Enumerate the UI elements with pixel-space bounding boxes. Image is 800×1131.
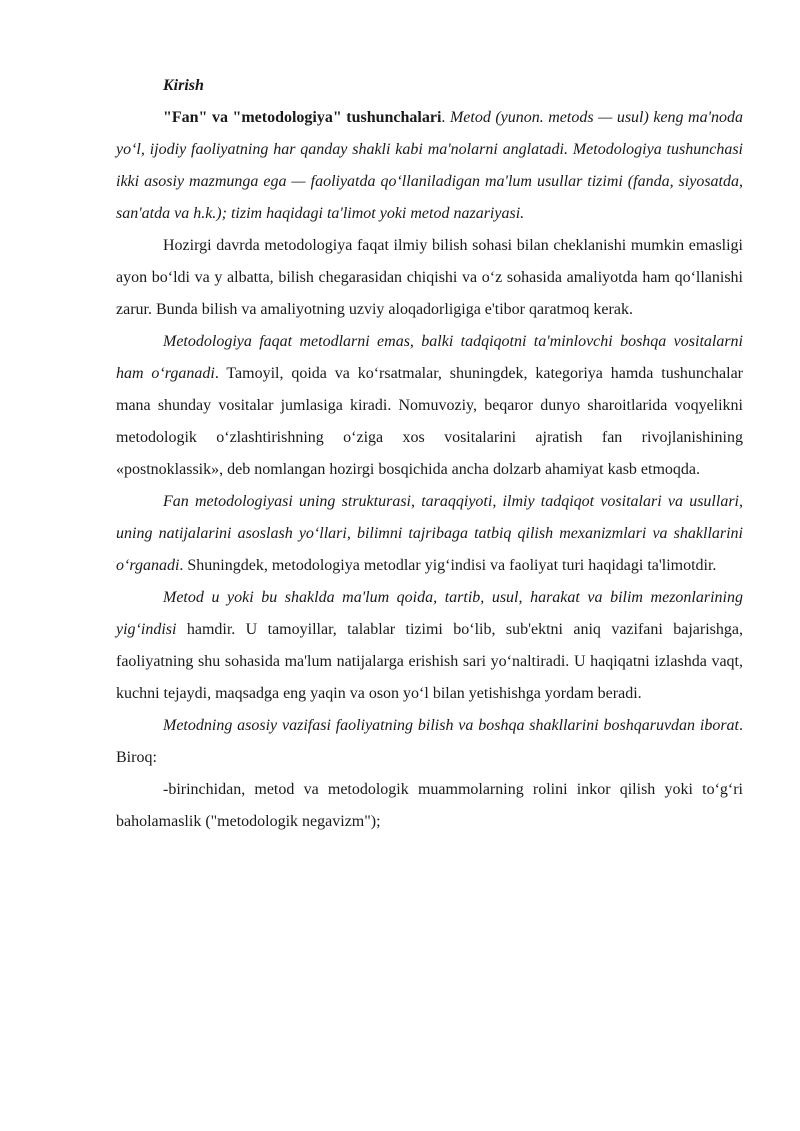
paragraph-italic-text: Metodning asosiy vazifasi faoliyatning bilish va boshqa shakllarini boshqaruvdan iborat	[163, 717, 739, 734]
paragraph-modern-methodology	[116, 230, 743, 326]
paragraph-text: . Biroq:	[116, 717, 743, 766]
paragraph-science-methodology	[116, 486, 743, 582]
paragraph-list-item-first	[116, 774, 743, 838]
paragraph-text: . Tamoyil, qoida va ko‘rsatmalar, shuningdek, kategoriya hamda tushunchalar mana shunday vositalar jumlasiga kiradi. Nomuvoziy, beqaror dunyo sharoitlarida voqyelikni metodologik o‘zlashtirishning o‘ziga xos vositalarini ajratish fan rivojlanishining «postnoklassik», deb nomlangan hozirgi bosqichida ancha dolzarb ahamiyat kasb etmoqda.	[116, 365, 744, 478]
paragraph-method-task	[116, 710, 743, 774]
paragraph-definition	[116, 102, 743, 230]
paragraph-italic-text: Metod u yoki bu shaklda ma'lum qoida, tartib, usul, harakat va bilim mezonlarining yig‘indisi	[116, 589, 743, 638]
document-body	[116, 70, 743, 838]
section-heading: Kirish	[163, 77, 204, 94]
paragraph-separator: .	[441, 109, 450, 126]
paragraph-italic-text: Fan metodologiyasi uning strukturasi, taraqqiyoti, ilmiy tadqiqot vositalari va usullari, uning natijalarini asoslash yo‘llari, bilimni tajribaga tatbiq qilish mexanizmlari va shakllarini o‘rganadi	[116, 493, 743, 574]
paragraph-end-mark: .	[520, 205, 525, 222]
paragraph-methodology-tools	[116, 326, 743, 486]
paragraph-text: -birinchidan, metod va metodologik muammolarning rolini inkor qilish yoki to‘g‘ri baholamaslik ("metodologik negavizm");	[116, 781, 743, 830]
paragraph-italic-text: Metod (yunon. metods — usul) keng ma'noda yo‘l, ijodiy faoliyatning har qanday shakli kabi ma'nolarni anglatadi. Metodologiya tushunchasi ikki asosiy mazmunga ega — faoliyatda qo‘llaniladigan ma'lum usullar tizimi (fanda, siyosatda, san'atda va h.k.); tizim haqidagi ta'limot yoki metod nazariyasi	[116, 109, 744, 222]
paragraph-method-definition	[116, 582, 743, 710]
paragraph-text: Hozirgi davrda metodologiya faqat ilmiy bilish sohasi bilan cheklanishi mumkin emasligi ayon bo‘ldi va y albatta, bilish chegarasidan chiqishi va o‘z sohasida amaliyotda ham qo‘llanishi zarur. Bunda bilish va amaliyotning uzviy aloqadorligiga e'tibor qaratmoq kerak.	[116, 237, 743, 318]
paragraph-bold-lead: "Fan" va "metodologiya" tushunchalari	[163, 109, 442, 126]
paragraph-text: . Shuningdek, metodologiya metodlar yig‘indisi va faoliyat turi haqidagi ta'limotdir.	[179, 557, 717, 574]
paragraph-italic-text: Metodologiya faqat metodlarni emas, balki tadqiqotni ta'minlovchi boshqa vositalarni ham o‘rganadi	[116, 333, 743, 382]
paragraph-text: hamdir. U tamoyillar, talablar tizimi bo‘lib, sub'ektni aniq vazifani bajarishga, faoliyatning shu sohasida ma'lum natijalarga erishish sari yo‘naltiradi. U haqiqatni izlashda vaqt, kuchni tejaydi, maqsadga eng yaqin va oson yo‘l bilan yetishishga yordam beradi.	[116, 621, 743, 702]
